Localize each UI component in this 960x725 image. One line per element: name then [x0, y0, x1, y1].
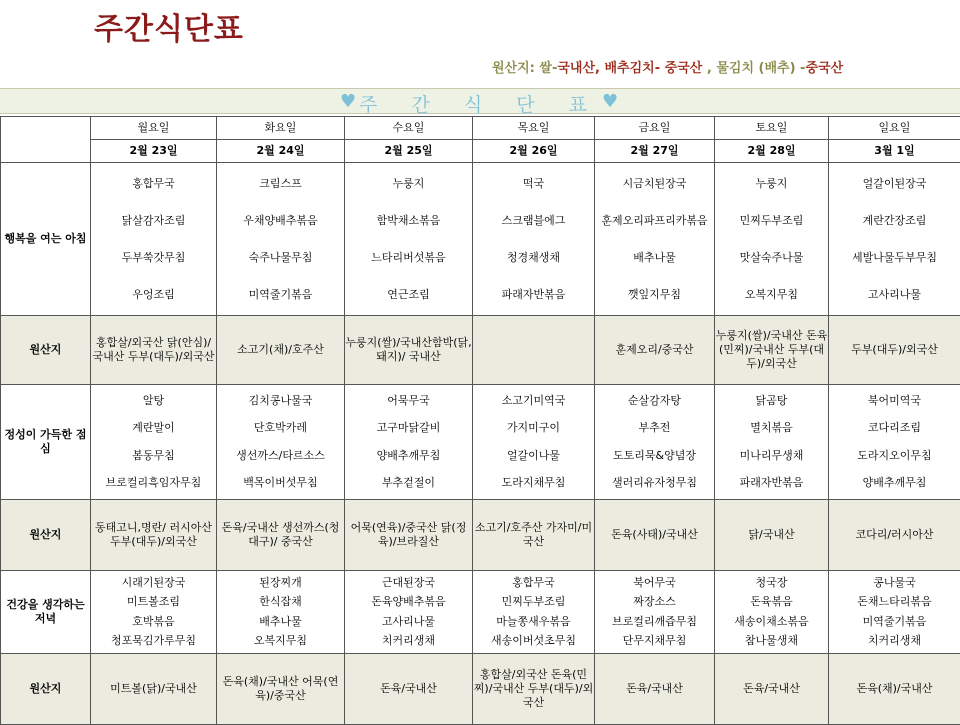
meal-row	[1, 571, 960, 654]
menu-item: 샐러리유자청무침	[595, 476, 714, 490]
menu-item: 단무지채무침	[595, 634, 714, 648]
date-header: 2월 27일	[595, 140, 715, 163]
menu-item: 청국장	[715, 576, 828, 590]
menu-cell	[91, 163, 217, 316]
menu-item: 고사리나물	[345, 615, 472, 629]
heart-icon: ♥	[340, 91, 356, 112]
menu-cell	[595, 385, 715, 500]
menu-item: 얼갈이나물	[473, 449, 594, 463]
menu-item: 크림스프	[217, 177, 344, 191]
origin-label: 원산지	[1, 316, 91, 385]
menu-item: 미역줄기볶음	[217, 288, 344, 302]
menu-item: 닭살감자조림	[91, 214, 216, 228]
menu-item: 돈육볶음	[715, 595, 828, 609]
menu-cell	[91, 571, 217, 654]
menu-item: 고사리나물	[829, 288, 960, 302]
menu-item: 가지미구이	[473, 421, 594, 435]
origin-cell: 돈육/국내산	[345, 654, 473, 725]
menu-item: 돈육양배추볶음	[345, 595, 472, 609]
menu-item: 우채양배추볶음	[217, 214, 344, 228]
menu-item: 떡국	[473, 177, 594, 191]
corner-cell	[1, 117, 91, 163]
menu-item: 부추겉절이	[345, 476, 472, 490]
meal-label: 건강을 생각하는 저녁	[1, 571, 91, 654]
menu-items	[91, 573, 216, 651]
menu-items	[473, 387, 594, 497]
menu-item: 마늘쫑새우볶음	[473, 615, 594, 629]
date-header: 2월 25일	[345, 140, 473, 163]
origin-row	[1, 654, 960, 725]
menu-item: 깻잎지무침	[595, 288, 714, 302]
menu-item: 순살감자탕	[595, 394, 714, 408]
menu-items	[91, 165, 216, 313]
day-header-row	[1, 117, 960, 140]
menu-item: 봄동무침	[91, 449, 216, 463]
menu-item: 멸치볶음	[715, 421, 828, 435]
menu-item: 오복지무침	[217, 634, 344, 648]
menu-item: 북어무국	[595, 576, 714, 590]
menu-item: 새송이버섯초무침	[473, 634, 594, 648]
menu-cell	[345, 163, 473, 316]
origin-note-part2: 중국산	[665, 61, 703, 76]
menu-item: 청경채생채	[473, 251, 594, 265]
menu-item: 민찌두부조림	[715, 214, 828, 228]
menu-item: 시래기된장국	[91, 576, 216, 590]
menu-item: 치커리생채	[345, 634, 472, 648]
origin-note-part4: 중국산	[805, 61, 843, 76]
menu-items	[345, 387, 472, 497]
origin-cell: 소고기(채)/호주산	[217, 316, 345, 385]
menu-item: 북어미역국	[829, 394, 960, 408]
menu-item: 도라지채무침	[473, 476, 594, 490]
banner-text: 주 간 식 단 표	[0, 90, 960, 117]
day-header: 수요일	[345, 117, 473, 140]
origin-cell: 돈육/국내산 생선까스(청대구)/ 중국산	[217, 500, 345, 571]
origin-cell: 돈육/국내산	[595, 654, 715, 725]
meal-label: 행복을 여는 아침	[1, 163, 91, 316]
page-title: 주간식단표	[94, 4, 244, 48]
menu-items	[595, 165, 714, 313]
menu-item: 시금치된장국	[595, 177, 714, 191]
menu-item: 계란간장조림	[829, 214, 960, 228]
origin-row	[1, 500, 960, 571]
menu-item: 미역줄기볶음	[829, 615, 960, 629]
origin-cell: 두부(대두)/외국산	[829, 316, 960, 385]
menu-items	[345, 165, 472, 313]
menu-items	[595, 573, 714, 651]
menu-items	[345, 573, 472, 651]
menu-table	[0, 116, 960, 725]
menu-item: 미트볼조림	[91, 595, 216, 609]
menu-cell	[345, 385, 473, 500]
origin-cell: 돈육(채)/국내산	[829, 654, 960, 725]
origin-cell: 닭/국내산	[715, 500, 829, 571]
origin-note-prefix: 원산지: 쌀-	[492, 61, 557, 76]
menu-items	[217, 387, 344, 497]
menu-items	[595, 387, 714, 497]
menu-item: 한식잡채	[217, 595, 344, 609]
menu-cell	[217, 385, 345, 500]
day-header: 토요일	[715, 117, 829, 140]
menu-item: 된장찌개	[217, 576, 344, 590]
menu-item: 알탕	[91, 394, 216, 408]
menu-items	[829, 165, 960, 313]
menu-item: 양배추깨무침	[829, 476, 960, 490]
menu-items	[217, 165, 344, 313]
origin-cell: 돈육/국내산	[715, 654, 829, 725]
day-header: 금요일	[595, 117, 715, 140]
menu-items	[217, 573, 344, 651]
menu-item: 세발나물두부무침	[829, 251, 960, 265]
menu-items	[715, 165, 828, 313]
menu-item: 함박채소볶음	[345, 214, 472, 228]
day-header: 일요일	[829, 117, 960, 140]
menu-item: 새송이채소볶음	[715, 615, 828, 629]
date-header: 3월 1일	[829, 140, 960, 163]
origin-cell: 동태고니,명란/ 러시아산 두부(대두)/외국산	[91, 500, 217, 571]
menu-item: 스크램블에그	[473, 214, 594, 228]
menu-item: 단호박카레	[217, 421, 344, 435]
origin-note-part3: , 물김치 (배추) -	[702, 61, 805, 76]
menu-item: 배추나물	[595, 251, 714, 265]
menu-items	[829, 387, 960, 497]
menu-cell	[217, 163, 345, 316]
menu-item: 양배추깨무침	[345, 449, 472, 463]
menu-item: 홍합무국	[91, 177, 216, 191]
menu-item: 참나물생채	[715, 634, 828, 648]
menu-item: 맛살숙주나물	[715, 251, 828, 265]
menu-cell	[91, 385, 217, 500]
origin-row	[1, 316, 960, 385]
origin-label: 원산지	[1, 654, 91, 725]
menu-cell	[473, 163, 595, 316]
menu-item: 고구마닭갈비	[345, 421, 472, 435]
menu-item: 백목이버섯무침	[217, 476, 344, 490]
origin-cell	[473, 316, 595, 385]
menu-cell	[829, 571, 960, 654]
menu-item: 브로컬리흑임자무침	[91, 476, 216, 490]
menu-item: 두부쑥갓무침	[91, 251, 216, 265]
origin-note-part1: 국내산, 배추김치-	[557, 61, 664, 76]
menu-item: 돈채느타리볶음	[829, 595, 960, 609]
menu-items	[829, 573, 960, 651]
menu-item: 근대된장국	[345, 576, 472, 590]
menu-item: 민찌두부조림	[473, 595, 594, 609]
meal-row	[1, 163, 960, 316]
menu-cell	[715, 571, 829, 654]
day-header: 화요일	[217, 117, 345, 140]
menu-item: 파래자반볶음	[715, 476, 828, 490]
menu-items	[715, 573, 828, 651]
menu-cell	[217, 571, 345, 654]
date-header: 2월 26일	[473, 140, 595, 163]
menu-item: 훈제오리파프리카볶음	[595, 214, 714, 228]
origin-cell: 미트볼(닭)/국내산	[91, 654, 217, 725]
menu-cell	[595, 163, 715, 316]
menu-items	[91, 387, 216, 497]
menu-items	[473, 165, 594, 313]
date-header: 2월 24일	[217, 140, 345, 163]
menu-item: 연근조림	[345, 288, 472, 302]
menu-items	[473, 573, 594, 651]
menu-item: 소고기미역국	[473, 394, 594, 408]
meal-label: 정성이 가득한 점심	[1, 385, 91, 500]
menu-item: 배추나물	[217, 615, 344, 629]
origin-cell: 홍합살/외국산 닭(안심)/국내산 두부(대두)/외국산	[91, 316, 217, 385]
menu-cell	[829, 163, 960, 316]
origin-cell: 코다리/러시아산	[829, 500, 960, 571]
menu-cell	[715, 385, 829, 500]
origin-cell: 홍합살/외국산 돈육(민찌)/국내산 두부(대두)/외국산	[473, 654, 595, 725]
menu-item: 콩나물국	[829, 576, 960, 590]
date-header-row	[1, 140, 960, 163]
menu-item: 어묵무국	[345, 394, 472, 408]
day-header: 목요일	[473, 117, 595, 140]
origin-label: 원산지	[1, 500, 91, 571]
menu-item: 미나리무생채	[715, 449, 828, 463]
day-header: 월요일	[91, 117, 217, 140]
menu-item: 브로컬리깨즙무침	[595, 615, 714, 629]
menu-cell	[345, 571, 473, 654]
menu-item: 얼갈이된장국	[829, 177, 960, 191]
menu-item: 도토리묵&양념장	[595, 449, 714, 463]
menu-item: 청포묵김가루무침	[91, 634, 216, 648]
menu-item: 계란말이	[91, 421, 216, 435]
menu-cell	[595, 571, 715, 654]
origin-cell: 어묵(연육)/중국산 닭(정육)/브라질산	[345, 500, 473, 571]
origin-cell: 돈육(채)/국내산 어묵(연육)/중국산	[217, 654, 345, 725]
origin-cell: 누룽지(쌀)/국내산 돈육(민찌)/국내산 두부(대두)/외국산	[715, 316, 829, 385]
menu-item: 짜장소스	[595, 595, 714, 609]
menu-item: 숙주나물무침	[217, 251, 344, 265]
origin-note	[492, 57, 843, 76]
menu-cell	[473, 385, 595, 500]
origin-cell: 돈육(사태)/국내산	[595, 500, 715, 571]
menu-cell	[829, 385, 960, 500]
date-header: 2월 28일	[715, 140, 829, 163]
menu-cell	[473, 571, 595, 654]
menu-item: 오복지무침	[715, 288, 828, 302]
menu-item: 김치콩나물국	[217, 394, 344, 408]
date-header: 2월 23일	[91, 140, 217, 163]
menu-item: 파래자반볶음	[473, 288, 594, 302]
menu-cell	[715, 163, 829, 316]
menu-item: 누룽지	[345, 177, 472, 191]
menu-item: 코다리조림	[829, 421, 960, 435]
menu-item: 부추전	[595, 421, 714, 435]
origin-cell: 소고기/호주산 가자미/미국산	[473, 500, 595, 571]
menu-item: 닭곰탕	[715, 394, 828, 408]
meal-row	[1, 385, 960, 500]
menu-item: 치커리생채	[829, 634, 960, 648]
title-banner	[0, 88, 960, 114]
heart-icon: ♥	[602, 91, 618, 112]
menu-item: 홍합무국	[473, 576, 594, 590]
menu-item: 생선까스/타르소스	[217, 449, 344, 463]
origin-cell: 누룽지(쌀)/국내산함박(닭,돼지)/ 국내산	[345, 316, 473, 385]
menu-item: 호박볶음	[91, 615, 216, 629]
menu-item: 느타리버섯볶음	[345, 251, 472, 265]
menu-item: 도라지오이무침	[829, 449, 960, 463]
menu-items	[715, 387, 828, 497]
menu-item: 우엉조림	[91, 288, 216, 302]
origin-cell: 훈제오리/중국산	[595, 316, 715, 385]
menu-item: 누룽지	[715, 177, 828, 191]
